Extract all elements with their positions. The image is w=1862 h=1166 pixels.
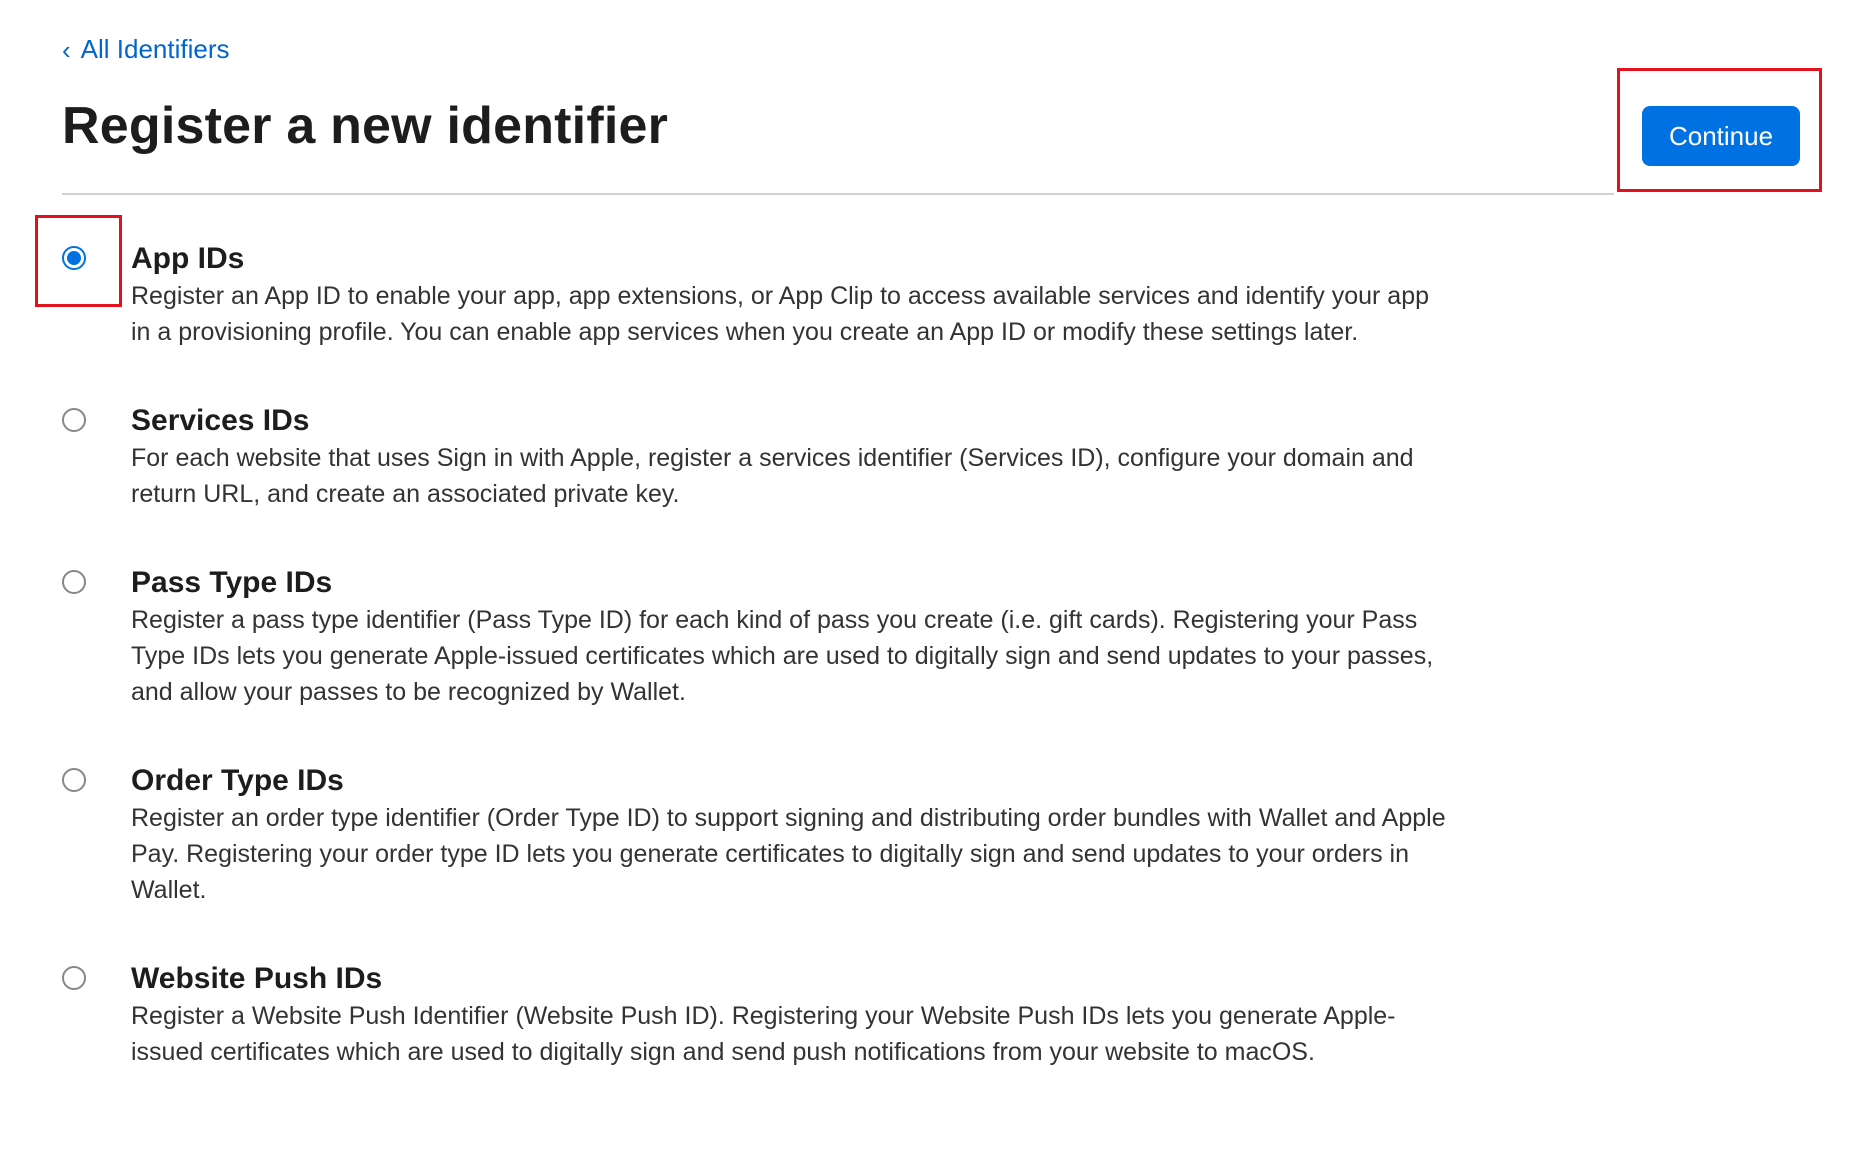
option-title: Order Type IDs — [131, 764, 344, 797]
radio-services-ids[interactable] — [62, 408, 86, 432]
option-description: For each website that uses Sign in with Apple, register a services identifier (Services ID), configure your domain and return URL, and create an associated private key. — [131, 444, 1414, 508]
option-app-ids[interactable] — [62, 240, 1462, 350]
radio-website-push-ids[interactable] — [62, 966, 86, 990]
option-services-ids[interactable] — [62, 402, 1462, 512]
back-link-label: All Identifiers — [80, 34, 230, 64]
option-title: App IDs — [131, 242, 245, 275]
option-pass-type-ids[interactable] — [62, 564, 1462, 710]
header-divider — [62, 193, 1614, 195]
option-order-type-ids[interactable] — [62, 762, 1462, 908]
radio-pass-type-ids[interactable] — [62, 570, 86, 594]
radio-order-type-ids[interactable] — [62, 768, 86, 792]
radio-app-ids[interactable] — [62, 246, 86, 270]
option-description: Register a Website Push Identifier (Website Push ID). Registering your Website Push IDs lets you generate Apple-issued certificates which are used to digitally sign and send push notifications from your website to macOS. — [131, 1002, 1396, 1066]
option-title: Website Push IDs — [131, 962, 383, 995]
continue-button[interactable]: Continue — [1642, 106, 1800, 166]
option-title: Pass Type IDs — [131, 566, 333, 599]
page — [62, 0, 1822, 1166]
option-website-push-ids[interactable] — [62, 960, 1462, 1070]
identifier-type-options — [62, 240, 1462, 1122]
page-title: Register a new identifier — [62, 97, 669, 155]
back-link-all-identifiers[interactable] — [62, 34, 230, 65]
chevron-left-icon: ‹ — [62, 34, 71, 65]
option-description: Register a pass type identifier (Pass Type ID) for each kind of pass you create (i.e. gift cards). Registering your Pass Type IDs lets you generate Apple-issued certificates which are used to digitally sign and send updates to your passes, and allow your passes to be recognized by Wallet. — [131, 606, 1434, 706]
option-description: Register an App ID to enable your app, app extensions, or App Clip to access available services and identify your app in a provisioning profile. You can enable app services when you create an App ID or modify these settings later. — [131, 282, 1429, 346]
option-title: Services IDs — [131, 404, 310, 437]
option-description: Register an order type identifier (Order Type ID) to support signing and distributing order bundles with Wallet and Apple Pay. Registering your order type ID lets you generate certificates to digitally sign and send updates to your orders in Wallet. — [131, 804, 1446, 904]
